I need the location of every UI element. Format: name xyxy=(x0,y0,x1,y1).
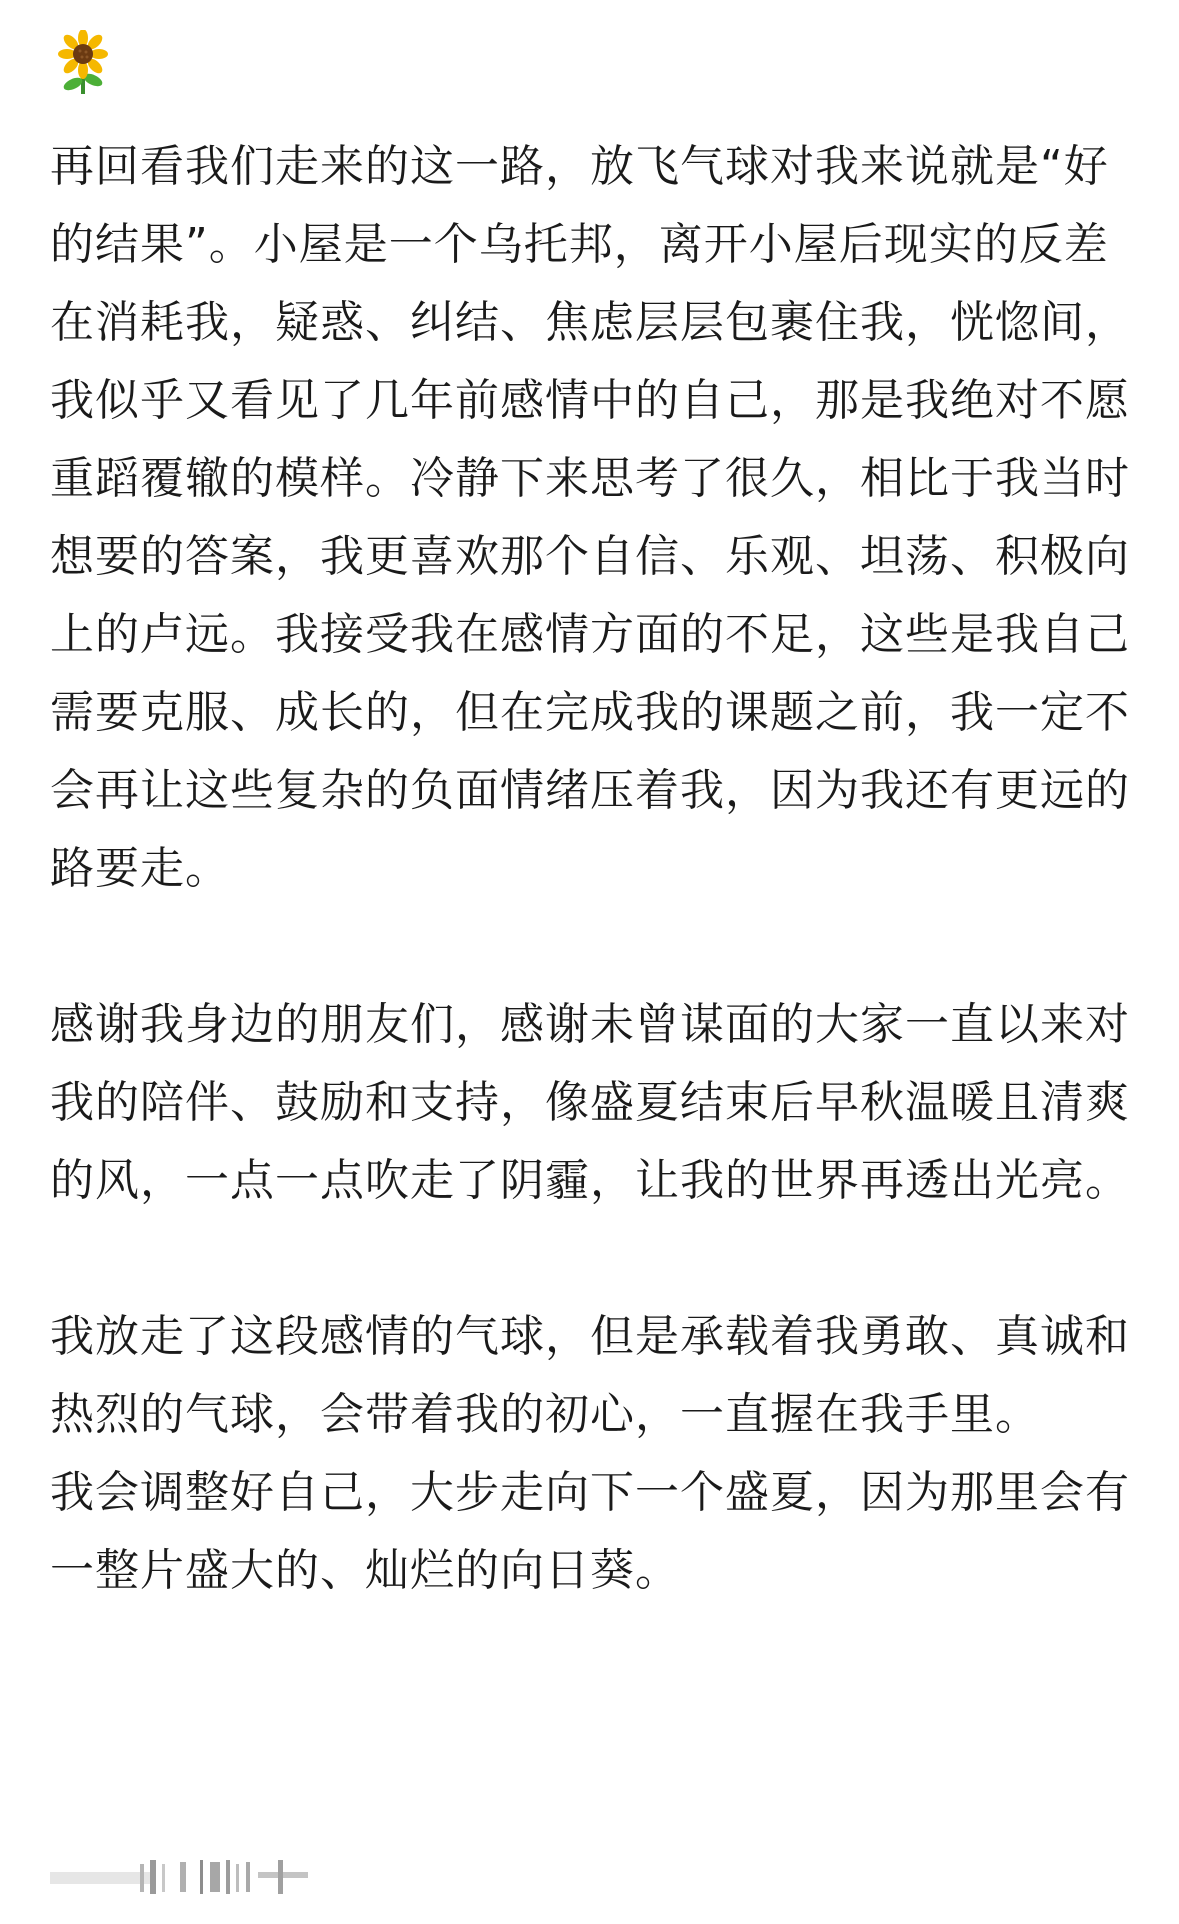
paragraph-1: 再回看我们走来的这一路，放飞气球对我来说就是“好的结果”。小屋是一个乌托邦，离开小屋后现实的反差在消耗我，疑惑、纠结、焦虑层层包裹住我，恍惚间，我似乎又看见了几年前感情中的自己，那是我绝对不愿重蹈覆辙的模样。冷静下来思考了很久，相比于我当时想要的答案，我更喜欢那个自信、乐观、坦荡、积极向上的卢远。我接受我在感情方面的不足，这些是我自己需要克服、成长的，但在完成我的课题之前，我一定不会再让这些复杂的负面情绪压着我，因为我还有更远的路要走。 xyxy=(50,141,1130,894)
paragraph-3: 我放走了这段感情的气球，但是承载着我勇敢、真诚和热烈的气球，会带着我的初心，一直握在我手里。 xyxy=(50,1311,1130,1440)
paragraph-4: 我会调整好自己，大步走向下一个盛夏，因为那里会有一整片盛大的、灿烂的向日葵。 xyxy=(50,1467,1130,1596)
sunflower-icon xyxy=(52,30,114,96)
post-body xyxy=(50,128,1139,1610)
barcode-watermark-icon xyxy=(50,1858,320,1898)
paragraph-gap xyxy=(50,1220,1139,1298)
paragraph-2: 感谢我身边的朋友们，感谢未曾谋面的大家一直以来对我的陪伴、鼓励和支持，像盛夏结束后早秋温暖且清爽的风，一点一点吹走了阴霾，让我的世界再透出光亮。 xyxy=(50,999,1130,1206)
paragraph-gap xyxy=(50,908,1139,986)
